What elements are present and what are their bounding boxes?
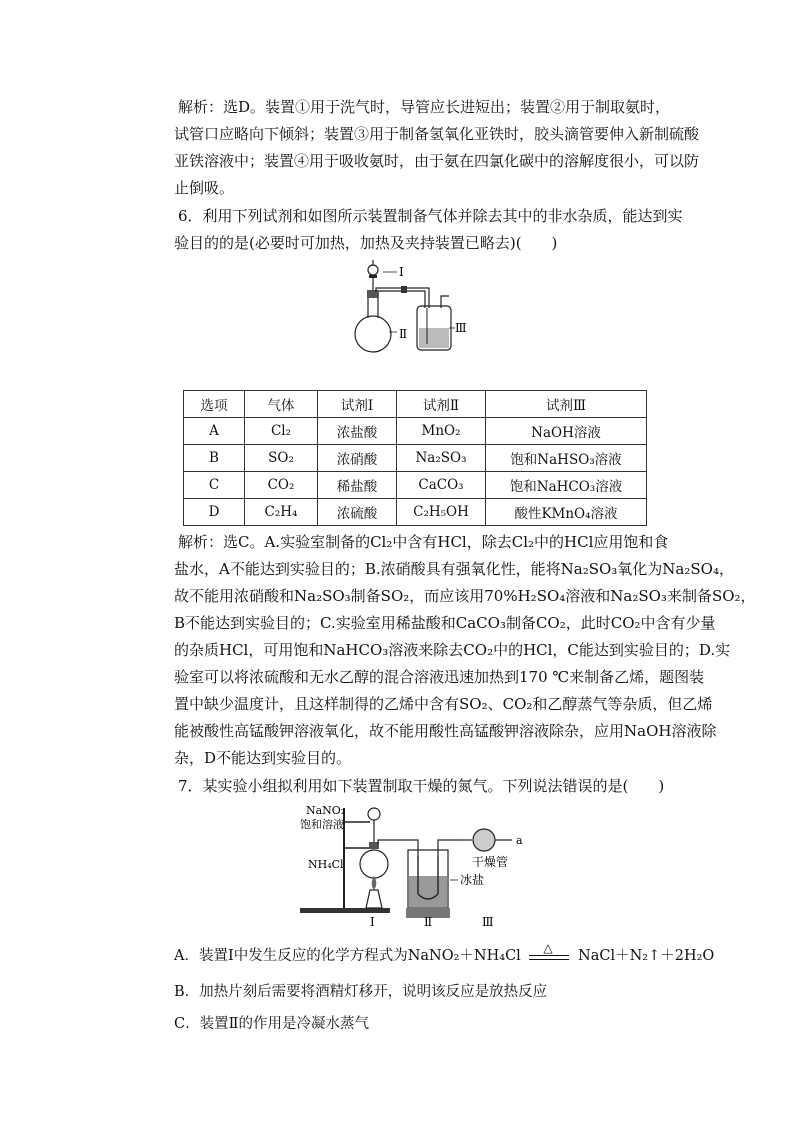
option-a-left: A．装置Ⅰ中发生反应的化学方程式为NaNO₂＋NH₄Cl — [174, 948, 521, 964]
table-cell: C₂H₄ — [245, 499, 318, 526]
label-outlet-a: a — [516, 834, 523, 847]
table-cell: C — [184, 472, 245, 499]
q7-label-I: Ⅰ — [370, 915, 375, 929]
table-cell: 酸性KMnO₄溶液 — [486, 499, 647, 526]
table-row — [184, 499, 647, 526]
analysis6-line-8: 能被酸性高锰酸钾溶液氧化，故不能用酸性高锰酸钾溶液除杂，应用NaOH溶液除 — [174, 722, 717, 740]
table-cell: 饱和NaHSO₃溶液 — [486, 445, 647, 472]
table-header-cell: 试剂Ⅰ — [318, 391, 397, 418]
analysis6-line-2: 盐水，A不能达到实验目的；B.浓硝酸具有强氧化性，能将Na₂SO₃氧化为Na₂SO₄， — [174, 560, 734, 578]
q7-label-III: Ⅲ — [482, 915, 494, 929]
analysis6-line-1: 解析：选C。A.实验室制备的Cl₂中含有HCl，除去Cl₂中的HCl应用饱和食 — [178, 533, 669, 551]
table-row — [184, 445, 647, 472]
table-cell: 饱和NaHCO₃溶液 — [486, 472, 647, 499]
q7-apparatus-figure — [300, 800, 540, 930]
equal-line-top — [529, 955, 569, 956]
table-cell: 浓硫酸 — [318, 499, 397, 526]
q6-stem-line-1: 6．利用下列试剂和如图所示装置制备气体并除去其中的非水杂质，能达到实 — [178, 207, 683, 225]
table-cell: CO₂ — [245, 472, 318, 499]
analysis5-line-1: 解析：选D。装置①用于洗气时，导管应长进短出；装置②用于制取氨时， — [178, 98, 671, 116]
table-header-cell: 选项 — [184, 391, 245, 418]
table-cell: B — [184, 445, 245, 472]
table-cell: 浓硝酸 — [318, 445, 397, 472]
label-nano2: NaNO₂ — [306, 804, 346, 817]
analysis6-line-3: 故不能用浓硝酸和Na₂SO₃制备SO₂，而应该用70%H₂SO₄溶液和Na₂SO₃来制备SO₂， — [174, 587, 756, 605]
table-header-cell: 试剂Ⅱ — [397, 391, 486, 418]
analysis6-line-4: B不能达到实验目的；C.实验室用稀盐酸和CaCO₃制备CO₂，此时CO₂中含有少量 — [174, 614, 716, 632]
table-cell: MnO₂ — [397, 418, 486, 445]
heat-symbol: △ — [543, 941, 553, 955]
table-cell: A — [184, 418, 245, 445]
q6-label-I: Ⅰ — [399, 265, 404, 279]
table-cell: CaCO₃ — [397, 472, 486, 499]
table-cell: C₂H₅OH — [397, 499, 486, 526]
analysis6-line-5: 的杂质HCl，可用饱和NaHCO₃溶液来除去CO₂中的HCl，C能达到实验目的；D.实 — [174, 641, 731, 659]
q6-label-II: Ⅱ — [399, 327, 408, 341]
table-cell: 稀盐酸 — [318, 472, 397, 499]
analysis6-line-9: 杂，D不能达到实验目的。 — [174, 749, 352, 767]
table-row — [184, 418, 647, 445]
option-b: B．加热片刻后需要将酒精灯移开，说明该反应是放热反应 — [174, 984, 548, 1000]
table-header-cell: 试剂Ⅲ — [486, 391, 647, 418]
table-cell: 浓盐酸 — [318, 418, 397, 445]
analysis6-line-7: 置中缺少温度计，且这样制得的乙烯中含有SO₂、CO₂和乙醇蒸气等杂质，但乙烯 — [174, 695, 713, 713]
q6-options-table — [183, 390, 647, 526]
label-drying-tube: 干燥管 — [472, 855, 509, 869]
table-cell: Cl₂ — [245, 418, 318, 445]
label-saturated-solution: 饱和溶液 — [300, 818, 344, 831]
q7-label-II: Ⅱ — [424, 915, 433, 929]
q6-label-III: Ⅲ — [455, 321, 467, 335]
option-a — [174, 941, 715, 967]
label-nh4cl: NH₄Cl — [308, 858, 344, 871]
label-ice-salt: 冰盐 — [460, 873, 485, 887]
analysis5-line-3: 亚铁溶液中；装置④用于吸收氨时，由于氨在四氯化碳中的溶解度很小，可以防 — [174, 152, 700, 170]
q7-stem: 7．某实验小组拟利用如下装置制取干燥的氮气。下列说法错误的是( ) — [178, 777, 665, 795]
table-cell: D — [184, 499, 245, 526]
analysis5-line-4: 止倒吸。 — [174, 179, 235, 197]
table-cell: SO₂ — [245, 445, 318, 472]
q6-stem-line-2: 验目的的是(必要时可加热，加热及夹持装置已略去)( ) — [174, 234, 558, 252]
table-cell: Na₂SO₃ — [397, 445, 486, 472]
equal-line-bottom — [529, 959, 569, 960]
table-cell: NaOH溶液 — [486, 418, 647, 445]
option-a-right: NaCl＋N₂↑＋2H₂O — [578, 948, 715, 964]
table-row — [184, 472, 647, 499]
option-c: C．装置Ⅱ的作用是冷凝水蒸气 — [174, 1016, 369, 1032]
analysis6-line-6: 验室可以将浓硫酸和无水乙醇的混合溶液迅速加热到170 ℃来制备乙烯，题图装 — [174, 668, 705, 686]
table-header-cell: 气体 — [245, 391, 318, 418]
reaction-condition — [529, 941, 569, 967]
analysis5-line-2: 试管口应略向下倾斜；装置③用于制备氢氧化亚铁时，胶头滴管要伸入新制硫酸 — [174, 125, 700, 143]
table-header-row — [184, 391, 647, 418]
q6-apparatus-figure — [345, 258, 485, 358]
